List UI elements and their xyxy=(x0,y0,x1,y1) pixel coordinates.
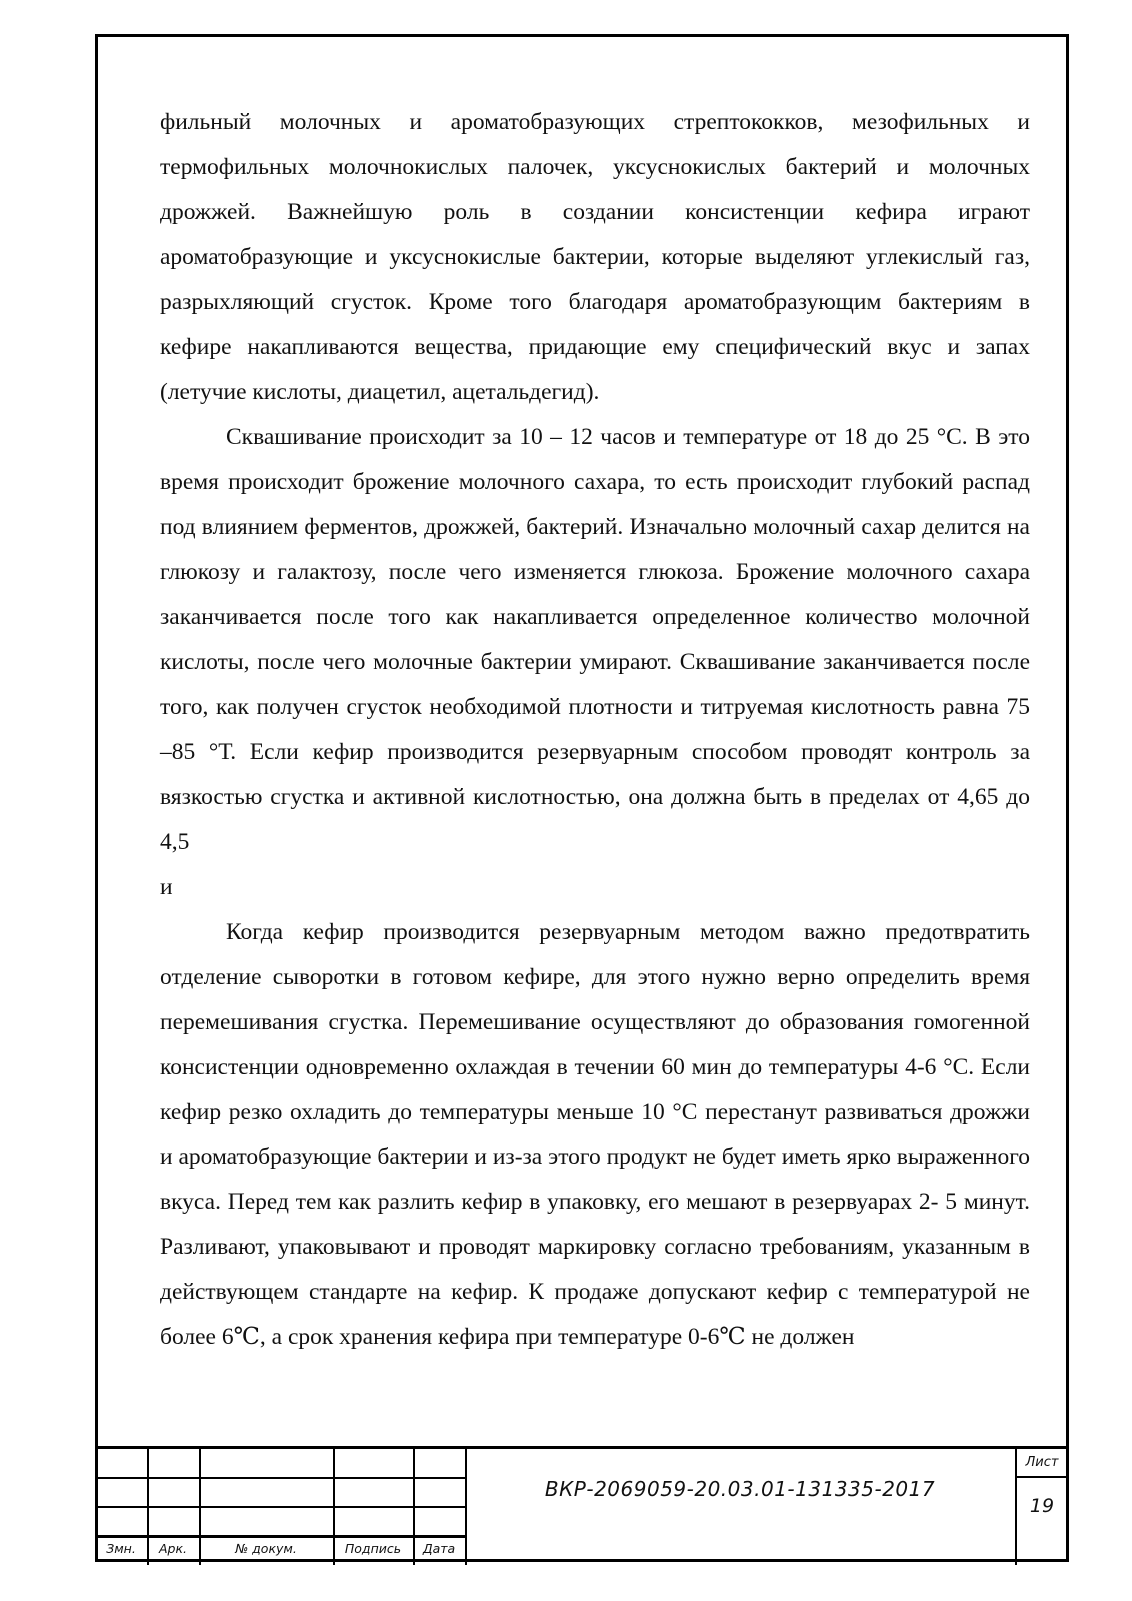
paragraph-4: Когда кефир производится резервуарным методом важно предотвратить отделение сыворотки в готовом кефире, для этого нужно верно определить время перемешивания сгустка. Перемешивание осуществляют до образования гомогенной консистенции одновременно охлаждая в течении 60 мин до температуры 4-6 °С. Если кефир резко охладить до температуры меньше 10 °С перестанут развиваться дрожжи и ароматобразующие бактерии и из-за этого продукт не будет иметь ярко выраженного вкуса. Перед тем как разлить кефир в упаковку, его мешают в резервуарах 2- 5 минут. Разливают, упаковывают и проводят маркировку согласно требованиям, указанным в действующем стандарте на кефир. К продаже допускают кефир с температурой не более 6℃, а срок хранения кефира при температуре 0-6℃ не должен xyxy=(160,919,1030,1350)
body-text xyxy=(160,100,1030,1360)
document-number: ВКР-2069059-20.03.01-131335-2017 xyxy=(544,1477,936,1501)
title-block xyxy=(95,1446,1069,1565)
paragraph-3: и xyxy=(160,874,173,900)
stamp-label-sheet: Арк. xyxy=(158,1541,187,1556)
stamp-label-doc-number: № докум. xyxy=(235,1541,297,1556)
paragraph-2: Сквашивание происходит за 10 – 12 часов и температуре от 18 до 25 °С. В это время происходит брожение молочного сахара, то есть происходит глубокий распад под влиянием ферментов, дрожжей, бактерий. Изначально молочный сахар делится на глюкозу и галактозу, после чего изменяется глюкоза. Брожение молочного сахара заканчивается после того как накапливается определенное количество молочной кислоты, после чего молочные бактерии умирают. Сквашивание заканчивается после того, как получен сгусток необходимой плотности и титруемая кислотность равна 75 –85 °Т. Если кефир производится резервуарным способом проводят контроль за вязкостью сгустка и активной кислотностью, она должна быть в пределах от 4,65 до 4,5 xyxy=(160,424,1030,855)
paragraph-1: фильный молочных и ароматобразующих стрептококков, мезофильных и термофильных молочнокислых палочек, уксуснокислых бактерий и молочных дрожжей. Важнейшую роль в создании консистенции кефира играют ароматобразующие и уксуснокислые бактерии, которые выделяют углекислый газ, разрыхляющий сгусток. Кроме того благодаря ароматобразующим бактериям в кефире накапливаются вещества, придающие ему специфический вкус и запах (летучие кислоты, диацетил, ацетальдегид). xyxy=(160,109,1030,405)
stamp-label-signature: Подпись xyxy=(344,1541,402,1556)
stamp-label-change: Змн. xyxy=(106,1541,136,1556)
sheet-label: Лист xyxy=(1025,1455,1059,1470)
sheet-number: 19 xyxy=(1029,1495,1055,1517)
stamp-label-date: Дата xyxy=(422,1541,456,1556)
